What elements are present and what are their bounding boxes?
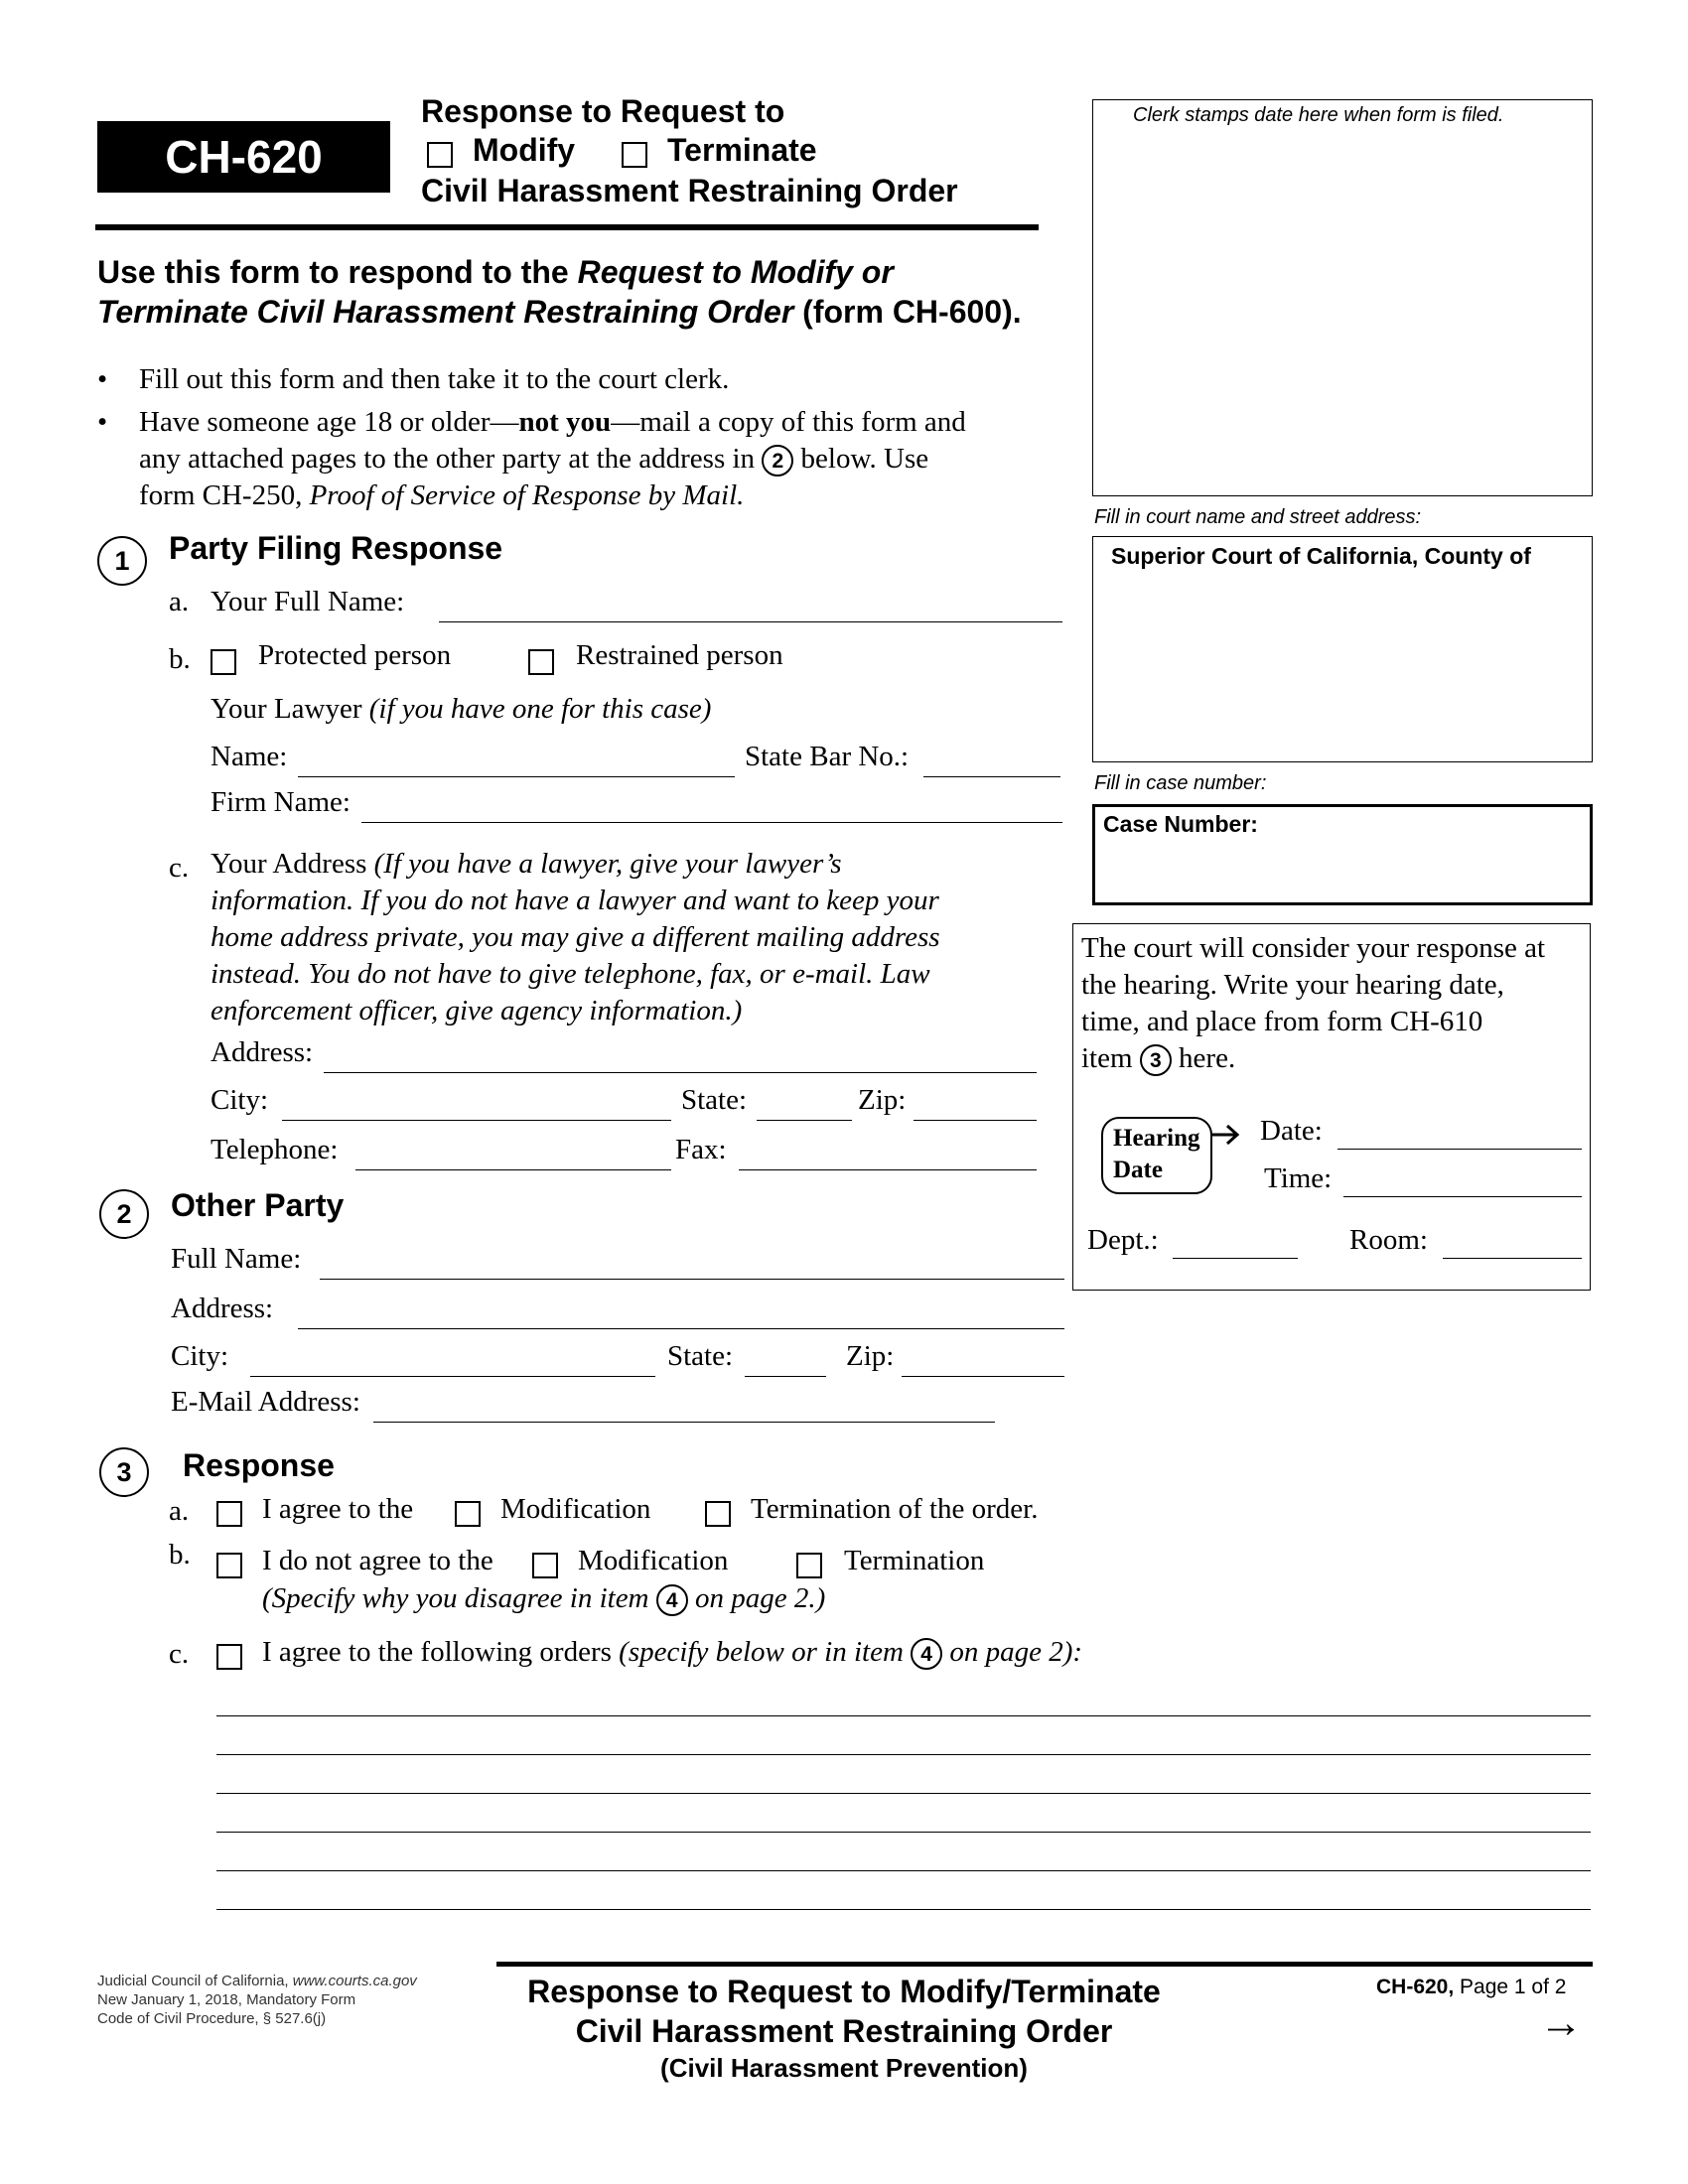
s2-state-field[interactable]	[745, 1376, 826, 1377]
s2-city-field[interactable]	[250, 1376, 655, 1377]
s1-zip-label: Zip:	[858, 1084, 907, 1116]
section-2-number: 2	[99, 1189, 149, 1239]
protected-person-checkbox[interactable]	[211, 649, 236, 675]
hearing-date-label: Date:	[1260, 1115, 1323, 1147]
intro-heading: Use this form to respond to the Request to Modify or Terminate Civil Harassment Restraining Order (form CH-600).	[97, 254, 1022, 330]
s1-telephone-label: Telephone:	[211, 1134, 339, 1165]
s1-bar-label: State Bar No.:	[745, 741, 910, 772]
s3-agree-modification-label: Modification	[500, 1493, 651, 1525]
s2-email-label: E-Mail Address:	[171, 1386, 360, 1418]
s1-fax-field[interactable]	[739, 1169, 1037, 1170]
s3-disagree-termination-label: Termination	[844, 1545, 985, 1576]
s2-address-label: Address:	[171, 1293, 274, 1324]
s2-email-field[interactable]	[373, 1422, 995, 1423]
case-number-text: Case Number:	[1103, 811, 1258, 837]
intro-bullets: • Fill out this form and then take it to the court clerk. • Have someone age 18 or older—not you—mail a copy of this form and any attached pages to the other party at the address in 2 below. Use form CH-250, Proof of Service of Response by Mail.	[97, 363, 966, 511]
section-1-number: 1	[97, 536, 147, 586]
court-name-label: Fill in court name and street address:	[1094, 506, 1422, 528]
footer-left: Judicial Council of California, www.courts.ca.gov New January 1, 2018, Mandatory Form Code of Civil Procedure, § 527.6(j)	[97, 1973, 417, 2027]
s1-full-name-field[interactable]	[439, 621, 1062, 622]
form-title-line3: Civil Harassment Restraining Order	[421, 173, 958, 208]
hearing-info-box	[1072, 923, 1591, 1291]
clerk-stamp-box	[1092, 99, 1593, 496]
s3-disagree-checkbox[interactable]	[216, 1553, 242, 1578]
hearing-dept-label: Dept.:	[1087, 1224, 1159, 1256]
s1-city-field[interactable]	[282, 1120, 671, 1121]
hearing-time-field[interactable]	[1343, 1196, 1582, 1197]
s2-city-label: City:	[171, 1340, 229, 1372]
bullet-2: • Have someone age 18 or older—not you—mail a copy of this form and	[97, 406, 966, 438]
orders-line-4[interactable]	[216, 1832, 1591, 1833]
s3-agree-label: I agree to the	[262, 1493, 414, 1525]
s1-a-letter: a.	[169, 586, 190, 617]
item-2-circle: 2	[762, 445, 793, 477]
clerk-stamp-label: Clerk stamps date here when form is filed.	[1133, 104, 1504, 126]
s3-agree-checkbox[interactable]	[216, 1501, 242, 1527]
s1-firm-field[interactable]	[361, 822, 1062, 823]
court-name-box[interactable]	[1092, 536, 1593, 762]
bullet-1: • Fill out this form and then take it to the court clerk.	[97, 363, 730, 395]
s1-lawyer-name-field[interactable]	[298, 776, 735, 777]
s1-full-name-label: Your Full Name:	[211, 586, 405, 617]
s1-state-label: State:	[681, 1084, 748, 1116]
s3-agree-termination-label: Termination of the order.	[751, 1493, 1039, 1525]
s1-city-label: City:	[211, 1084, 269, 1116]
restrained-person-checkbox[interactable]	[528, 649, 554, 675]
orders-line-6[interactable]	[216, 1909, 1591, 1910]
badge-arrow-icon	[1212, 1123, 1242, 1147]
s1-telephone-field[interactable]	[355, 1169, 671, 1170]
orders-line-2[interactable]	[216, 1754, 1591, 1755]
s1-state-field[interactable]	[757, 1120, 852, 1121]
hearing-instructions-line1: The court will consider your response at	[1081, 932, 1546, 964]
hearing-date-badge: Hearing Date	[1101, 1117, 1212, 1194]
item-3-circle: 3	[1140, 1044, 1172, 1076]
section-2-title: Other Party	[171, 1187, 345, 1223]
s1-fax-label: Fax:	[675, 1134, 727, 1165]
modify-checkbox[interactable]	[427, 142, 453, 168]
s2-address-field[interactable]	[298, 1328, 1064, 1329]
orders-line-1[interactable]	[216, 1715, 1591, 1716]
s3-disagree-modification-label: Modification	[578, 1545, 729, 1576]
s2-state-label: State:	[667, 1340, 734, 1372]
s1-zip-field[interactable]	[914, 1120, 1037, 1121]
footer-page-number: CH-620, Page 1 of 2	[1376, 1976, 1567, 1998]
restrained-person-label: Restrained person	[576, 639, 783, 671]
hearing-instructions-line2: the hearing. Write your hearing date,	[1081, 969, 1504, 1001]
s1-address-label: Address:	[211, 1036, 314, 1068]
case-number-label: Fill in case number:	[1094, 772, 1267, 794]
footer-title: Response to Request to Modify/Terminate Civil Harassment Restraining Order (Civil Harassment Prevention)	[527, 1974, 1161, 2083]
s1-lawyer-label: Your Lawyer (if you have one for this case)	[211, 693, 712, 725]
section-3-number: 3	[99, 1447, 149, 1497]
s3-agree-termination-checkbox[interactable]	[705, 1501, 731, 1527]
s3-a-letter: a.	[169, 1495, 190, 1527]
orders-line-3[interactable]	[216, 1793, 1591, 1794]
terminate-checkbox[interactable]	[622, 142, 647, 168]
section-1-title: Party Filing Response	[169, 530, 503, 566]
s1-address-instructions: Your Address (If you have a lawyer, give your lawyer’s information. If you do not have a lawyer and want to keep your home address private, you may give a different mailing address instead. You do not have to give telephone, fax, or e-mail. Law enforcement officer, give agency information.)	[211, 848, 940, 1026]
hearing-room-label: Room:	[1349, 1224, 1428, 1256]
s1-lawyer-name-label: Name:	[211, 741, 288, 772]
section-3-title: Response	[183, 1447, 335, 1483]
s3-disagree-termination-checkbox[interactable]	[796, 1553, 822, 1578]
s3-c-letter: c.	[169, 1638, 190, 1670]
s2-zip-field[interactable]	[902, 1376, 1064, 1377]
case-number-box[interactable]	[1092, 804, 1593, 905]
s2-zip-label: Zip:	[846, 1340, 895, 1372]
s2-full-name-field[interactable]	[320, 1279, 1064, 1280]
s3-following-orders-checkbox[interactable]	[216, 1644, 242, 1670]
s3-agree-modification-checkbox[interactable]	[455, 1501, 481, 1527]
court-name-text: Superior Court of California, County of	[1111, 543, 1531, 569]
s3-following-orders-label: I agree to the following orders (specify below or in item 4 on page 2):	[262, 1636, 1082, 1670]
s1-address-field[interactable]	[324, 1072, 1037, 1073]
form-title-line1: Response to Request to	[421, 93, 785, 129]
s3-disagree-label: I do not agree to the	[262, 1545, 493, 1576]
s1-firm-label: Firm Name:	[211, 786, 351, 818]
hearing-time-label: Time:	[1264, 1162, 1333, 1194]
footer-rule	[496, 1962, 1593, 1967]
hearing-instructions-line4: item 3 here.	[1081, 1040, 1545, 1077]
s3-b-letter: b.	[169, 1539, 191, 1570]
s1-b-letter: b.	[169, 643, 191, 675]
s3-disagree-note: (Specify why you disagree in item 4 on page 2.)	[262, 1582, 825, 1616]
next-page-arrow-icon: →	[1539, 1998, 1583, 2047]
hearing-instructions-line3: time, and place from form CH-610	[1081, 1006, 1483, 1037]
item-4-circle: 4	[911, 1638, 942, 1670]
hearing-instructions	[1081, 930, 1545, 1077]
terminate-label: Terminate	[667, 132, 817, 168]
item-4-circle: 4	[656, 1584, 688, 1616]
s1-bar-field[interactable]	[923, 776, 1060, 777]
s3-disagree-modification-checkbox[interactable]	[532, 1553, 558, 1578]
s2-full-name-label: Full Name:	[171, 1243, 302, 1275]
header-rule	[95, 224, 1039, 230]
hearing-room-field[interactable]	[1443, 1258, 1582, 1259]
hearing-date-field[interactable]	[1337, 1149, 1582, 1150]
modify-label: Modify	[473, 132, 576, 168]
orders-line-5[interactable]	[216, 1870, 1591, 1871]
form-id-badge: CH-620	[97, 121, 390, 193]
hearing-dept-field[interactable]	[1173, 1258, 1298, 1259]
s1-c-letter: c.	[169, 852, 190, 884]
protected-person-label: Protected person	[258, 639, 452, 671]
